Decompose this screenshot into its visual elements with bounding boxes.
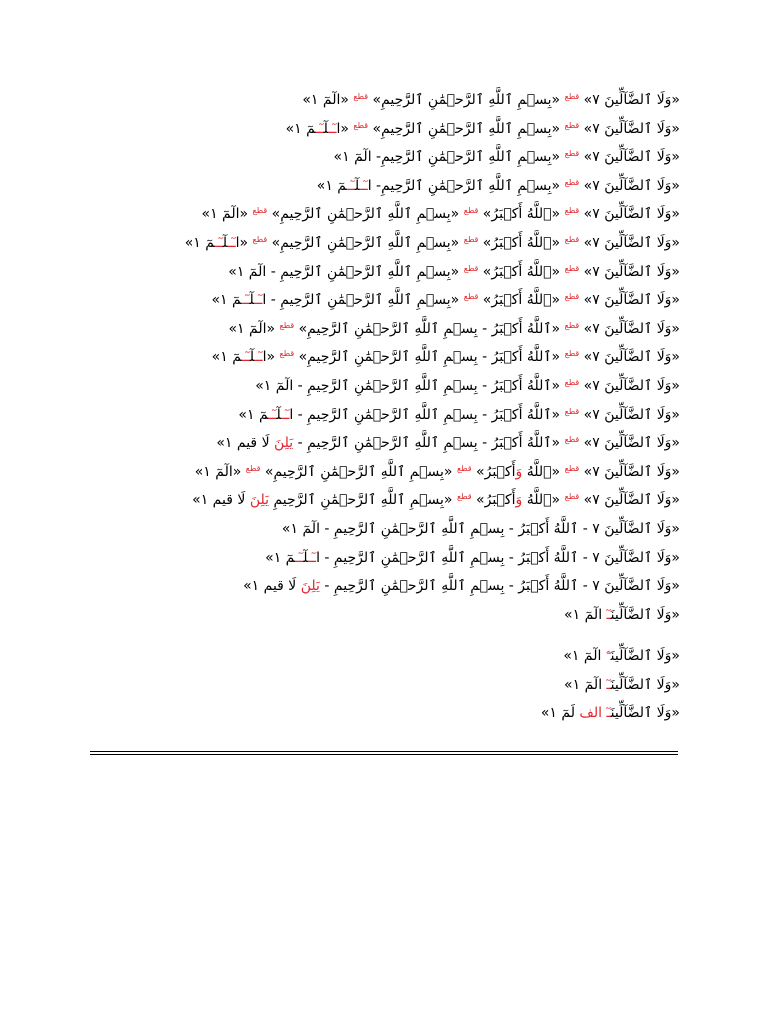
verse-text: لٓ (354, 177, 360, 194)
text-line (80, 486, 680, 515)
cut-mark: قطع (252, 234, 268, 244)
verse-text: «وَلَا ٱلضَّآلِّينَ ٧» (579, 177, 680, 194)
verse-text: أَكۡبَرُ» (471, 492, 516, 509)
text-line (80, 544, 680, 573)
text-line (80, 143, 680, 172)
text-line (80, 86, 680, 115)
text-line (80, 258, 680, 287)
verse-text: مٓ ١» (316, 177, 347, 194)
verse-text: «وَلَا ٱلضَّآلِّينَ ٧ - ٱللَّهُ أَكۡبَرُ - بِسۡمِ ٱللَّهِ ٱلرَّحۡمَٰنِ ٱلرَّحِيمِ - ا (316, 549, 680, 566)
verse-text: «ٱللَّهُ أَكۡبَرُ - بِسۡمِ ٱللَّهِ ٱلرَّحۡمَٰنِ ٱلرَّحِيمِ» (294, 349, 565, 366)
verse-text: «وَلَا ٱلضَّآلِّينَ ٧» (579, 263, 680, 280)
verse-text: «وَلَا ٱلضَّآلِّينَ ٧» (579, 406, 680, 423)
verse-text: «وَلَا ٱلضَّآلِّينَ ٧» (579, 320, 680, 337)
verse-text: «وَلَا ٱلضَّآلِّينَ ٧» (579, 435, 680, 452)
cut-mark: قطع (564, 263, 580, 273)
red-mark: ـٓ (606, 606, 611, 623)
verse-text: «ا (235, 234, 253, 251)
verse-text: لٓ (303, 549, 308, 566)
text-line (80, 229, 680, 258)
cut-mark: قطع (564, 92, 580, 101)
verse-text: الٓمٓ ١» (564, 676, 607, 693)
verse-text: «الٓمٓ ١» (201, 206, 253, 223)
verse-text: لٓ (249, 292, 255, 309)
verse-text: «بِسۡمِ ٱللَّهِ ٱلرَّحۡمَٰنِ ٱلرَّحِيمِ - الٓمٓ ١» (228, 263, 464, 280)
verse-text: «بِسۡمِ ٱللَّهِ ٱلرَّحۡمَٰنِ ٱلرَّحِيمِ» (368, 92, 565, 108)
red-mark: ـٓـ (315, 120, 324, 137)
red-mark: ـٓـ (281, 406, 290, 423)
text-line (80, 372, 680, 401)
cut-mark: قطع (564, 349, 580, 359)
verse-text: «الٓمٓ ١» (194, 463, 246, 480)
red-mark: يَلِنَ (300, 578, 320, 595)
red-mark: ـٓـ (328, 120, 337, 137)
verse-text: لٓ (249, 349, 255, 366)
red-mark: يَلِنَ (249, 492, 270, 509)
verse-text: «بِسۡمِ ٱللَّهِ ٱلرَّحۡمَٰنِ ٱلرَّحِيمِ (269, 492, 457, 509)
verse-text: «بِسۡمِ ٱللَّهِ ٱلرَّحۡمَٰنِ ٱلرَّحِيمِ» (267, 234, 464, 251)
cut-mark: قطع (564, 435, 580, 445)
red-mark: ـٓـ (346, 177, 355, 194)
cut-mark: قطع (564, 292, 580, 302)
verse-text: «ٱللَّهُ أَكۡبَرُ - بِسۡمِ ٱللَّهِ ٱلرَّحۡمَٰنِ ٱلرَّحِيمِ - الٓمٓ ١» (255, 377, 565, 394)
verse-text: «ٱللَّهُ أَكۡبَرُ» (478, 206, 565, 223)
text-line (80, 572, 680, 601)
cut-mark: قطع (279, 349, 295, 359)
verse-text: «بِسۡمِ ٱللَّهِ ٱلرَّحۡمَٰنِ ٱلرَّحِيمِ- الٓمٓ ١» (333, 149, 565, 166)
verse-text: «وَلَا ٱلضَّآلِّينَ ٧» (579, 234, 680, 251)
cut-mark: قطع (564, 377, 580, 387)
verse-text: مٓ ١» (238, 406, 269, 423)
red-mark: ـٓـ (241, 349, 250, 366)
verse-text: أَكۡبَرُ» (471, 463, 516, 480)
text-line (80, 429, 680, 458)
verse-text: مٓ ١» (211, 349, 242, 366)
verse-text: الٓمٓ ١» (564, 606, 607, 623)
cut-mark: قطع (353, 92, 369, 101)
verse-text: «ا (262, 349, 280, 366)
text-line (80, 286, 680, 315)
text-line (80, 115, 680, 144)
verse-text: «ٱللَّهُ أَكۡبَرُ - بِسۡمِ ٱللَّهِ ٱلرَّحۡمَٰنِ ٱلرَّحِيمِ» (294, 320, 565, 337)
cut-mark: قطع (245, 463, 261, 473)
verse-text: الٓمٓ ١» (563, 648, 606, 665)
verse-text: لَا قيم ١» (192, 492, 250, 509)
verse-text: «ا (336, 120, 354, 137)
verse-text: «الٓمٓ ١» (228, 320, 280, 337)
red-mark: ـٓـ (214, 234, 223, 251)
verse-text: «ٱللَّهُ أَكۡبَرُ» (478, 234, 565, 251)
red-mark: ـٓ (606, 705, 611, 722)
text-line (80, 401, 680, 430)
verse-text: لٓ (323, 120, 329, 137)
verse-text: «ٱللَّهُ أَكۡبَرُ» (478, 292, 565, 309)
red-mark: وَ (515, 463, 523, 480)
cut-mark: قطع (463, 292, 479, 302)
verse-text: «وَلَا ٱلضَّآلِّينَ ٧» (579, 206, 680, 223)
text-line (80, 642, 680, 671)
cut-mark: قطع (463, 234, 479, 244)
cut-mark: قطع (463, 263, 479, 273)
cut-mark: قطع (353, 120, 369, 130)
cut-mark: قطع (564, 492, 580, 502)
text-line (80, 515, 680, 544)
verse-text: «وَلَا ٱلضَّآلِّينَ ٧» (579, 92, 680, 108)
verse-text: لٓ (222, 234, 228, 251)
text-line (80, 458, 680, 487)
verse-text: «بِسۡمِ ٱللَّهِ ٱلرَّحۡمَٰنِ ٱلرَّحِيمِ - ا (262, 292, 464, 309)
red-mark: ـٓـ (241, 292, 250, 309)
red-mark: ـٓ (606, 676, 611, 693)
verse-text: «وَلَا ٱلضَّآلِّينَ ٧» (579, 349, 680, 366)
verse-text: «بِسۡمِ ٱللَّهِ ٱلرَّحۡمَٰنِ ٱلرَّحِيمِ» (260, 463, 457, 480)
cut-mark: قطع (564, 463, 580, 473)
cut-mark: قطع (564, 177, 580, 187)
verse-text: «ٱللَّهُ أَكۡبَرُ» (478, 263, 565, 280)
red-mark: ـٓـ (227, 234, 236, 251)
red-mark: وَ (515, 492, 523, 509)
verse-text: لَا قيم ١» (216, 435, 275, 452)
verse-text: «وَلَا ٱلضَّآلِّينَ ٧ - ٱللَّهُ أَكۡبَرُ - بِسۡمِ ٱللَّهِ ٱلرَّحۡمَٰنِ ٱلرَّحِيمِ - (319, 578, 680, 595)
red-mark: ـٓـ (254, 292, 263, 309)
verse-text: «وَلَا ٱلضَّآلِّينَ ٧ - ٱللَّهُ أَكۡبَرُ - بِسۡمِ ٱللَّهِ ٱلرَّحۡمَٰنِ ٱلرَّحِيمِ - الٓمٓ ١» (281, 520, 680, 537)
cut-mark: قطع (456, 463, 472, 473)
text-line (80, 699, 680, 728)
text-line (80, 601, 680, 630)
red-mark: ـٓـ (307, 549, 317, 566)
verse-text: «ٱللَّهُ أَكۡبَرُ - بِسۡمِ ٱللَّهِ ٱلرَّحۡمَٰنِ ٱلرَّحِيمِ - ا (289, 406, 565, 423)
verse-transition-list (80, 86, 680, 728)
cut-mark: قطع (463, 206, 479, 216)
verse-text: «وَلَا ٱلضَّآلِّينَ ٧» (579, 149, 680, 166)
red-mark: الف (579, 705, 603, 722)
double-divider (90, 751, 678, 755)
red-mark: ـٓـ (295, 549, 304, 566)
cut-mark: قطع (456, 492, 472, 502)
verse-text: «ٱللَّهُ (522, 492, 565, 509)
red-mark: يَلِنَ (274, 435, 294, 452)
cut-mark: قطع (279, 320, 295, 330)
verse-text: «ٱللَّهُ (522, 463, 565, 480)
red-mark: ه (605, 647, 611, 658)
verse-text: «وَلَا ٱلضَّآلِّينَ ٧» (579, 377, 680, 394)
cut-mark: قطع (252, 206, 268, 216)
verse-text: «الٓمٓ ١» (302, 92, 354, 108)
verse-text: مٓ ١» (265, 549, 296, 566)
verse-text: «وَلَا ٱلضَّآلِّينَ (610, 606, 680, 623)
cut-mark: قطع (564, 234, 580, 244)
red-mark: ـٓـ (254, 349, 263, 366)
verse-text: «وَلَا ٱلضَّآلِّينَ ٧» (579, 292, 680, 309)
text-line (80, 315, 680, 344)
verse-text: «وَلَا ٱلضَّآلِّينَ (610, 705, 680, 722)
red-mark: ـٓـ (359, 177, 368, 194)
cut-mark: قطع (564, 406, 580, 416)
verse-text: «وَلَا ٱلضَّآلِّينَ ٧» (579, 120, 680, 137)
cut-mark: قطع (564, 206, 580, 216)
red-mark: ـٓـ (268, 406, 277, 423)
cut-mark: قطع (564, 320, 580, 330)
verse-text: لَمٓ ١» (540, 705, 580, 722)
verse-text: «بِسۡمِ ٱللَّهِ ٱلرَّحۡمَٰنِ ٱلرَّحِيمِ» (368, 120, 565, 137)
verse-text: «وَلَا ٱلضَّآلِّينَ ٧» (579, 463, 680, 480)
verse-text: «بِسۡمِ ٱللَّهِ ٱلرَّحۡمَٰنِ ٱلرَّحِيمِ» (267, 206, 464, 223)
text-line (80, 172, 680, 201)
cut-mark: قطع (564, 149, 580, 159)
verse-text: «وَلَا ٱلضَّآلِّينَ (610, 676, 680, 693)
text-line (80, 200, 680, 229)
text-line (80, 343, 680, 372)
verse-text: لٓ (276, 406, 282, 423)
verse-text: لَا قيم ١» (243, 578, 301, 595)
cut-mark: قطع (564, 120, 580, 130)
verse-text: مٓ ١» (184, 234, 215, 251)
verse-text: «وَلَا ٱلضَّآلِّينَ ٧» (579, 492, 680, 509)
verse-text: مٓ ١» (211, 292, 242, 309)
verse-text: «بِسۡمِ ٱللَّهِ ٱلرَّحۡمَٰنِ ٱلرَّحِيمِ- ا (367, 177, 565, 194)
verse-text: مٓ ١» (285, 120, 316, 137)
verse-text: «ٱللَّهُ أَكۡبَرُ - بِسۡمِ ٱللَّهِ ٱلرَّحۡمَٰنِ ٱلرَّحِيمِ - (293, 435, 565, 452)
text-line (80, 671, 680, 700)
verse-text: «وَلَا ٱلضَّآلِّينَ (610, 648, 680, 665)
